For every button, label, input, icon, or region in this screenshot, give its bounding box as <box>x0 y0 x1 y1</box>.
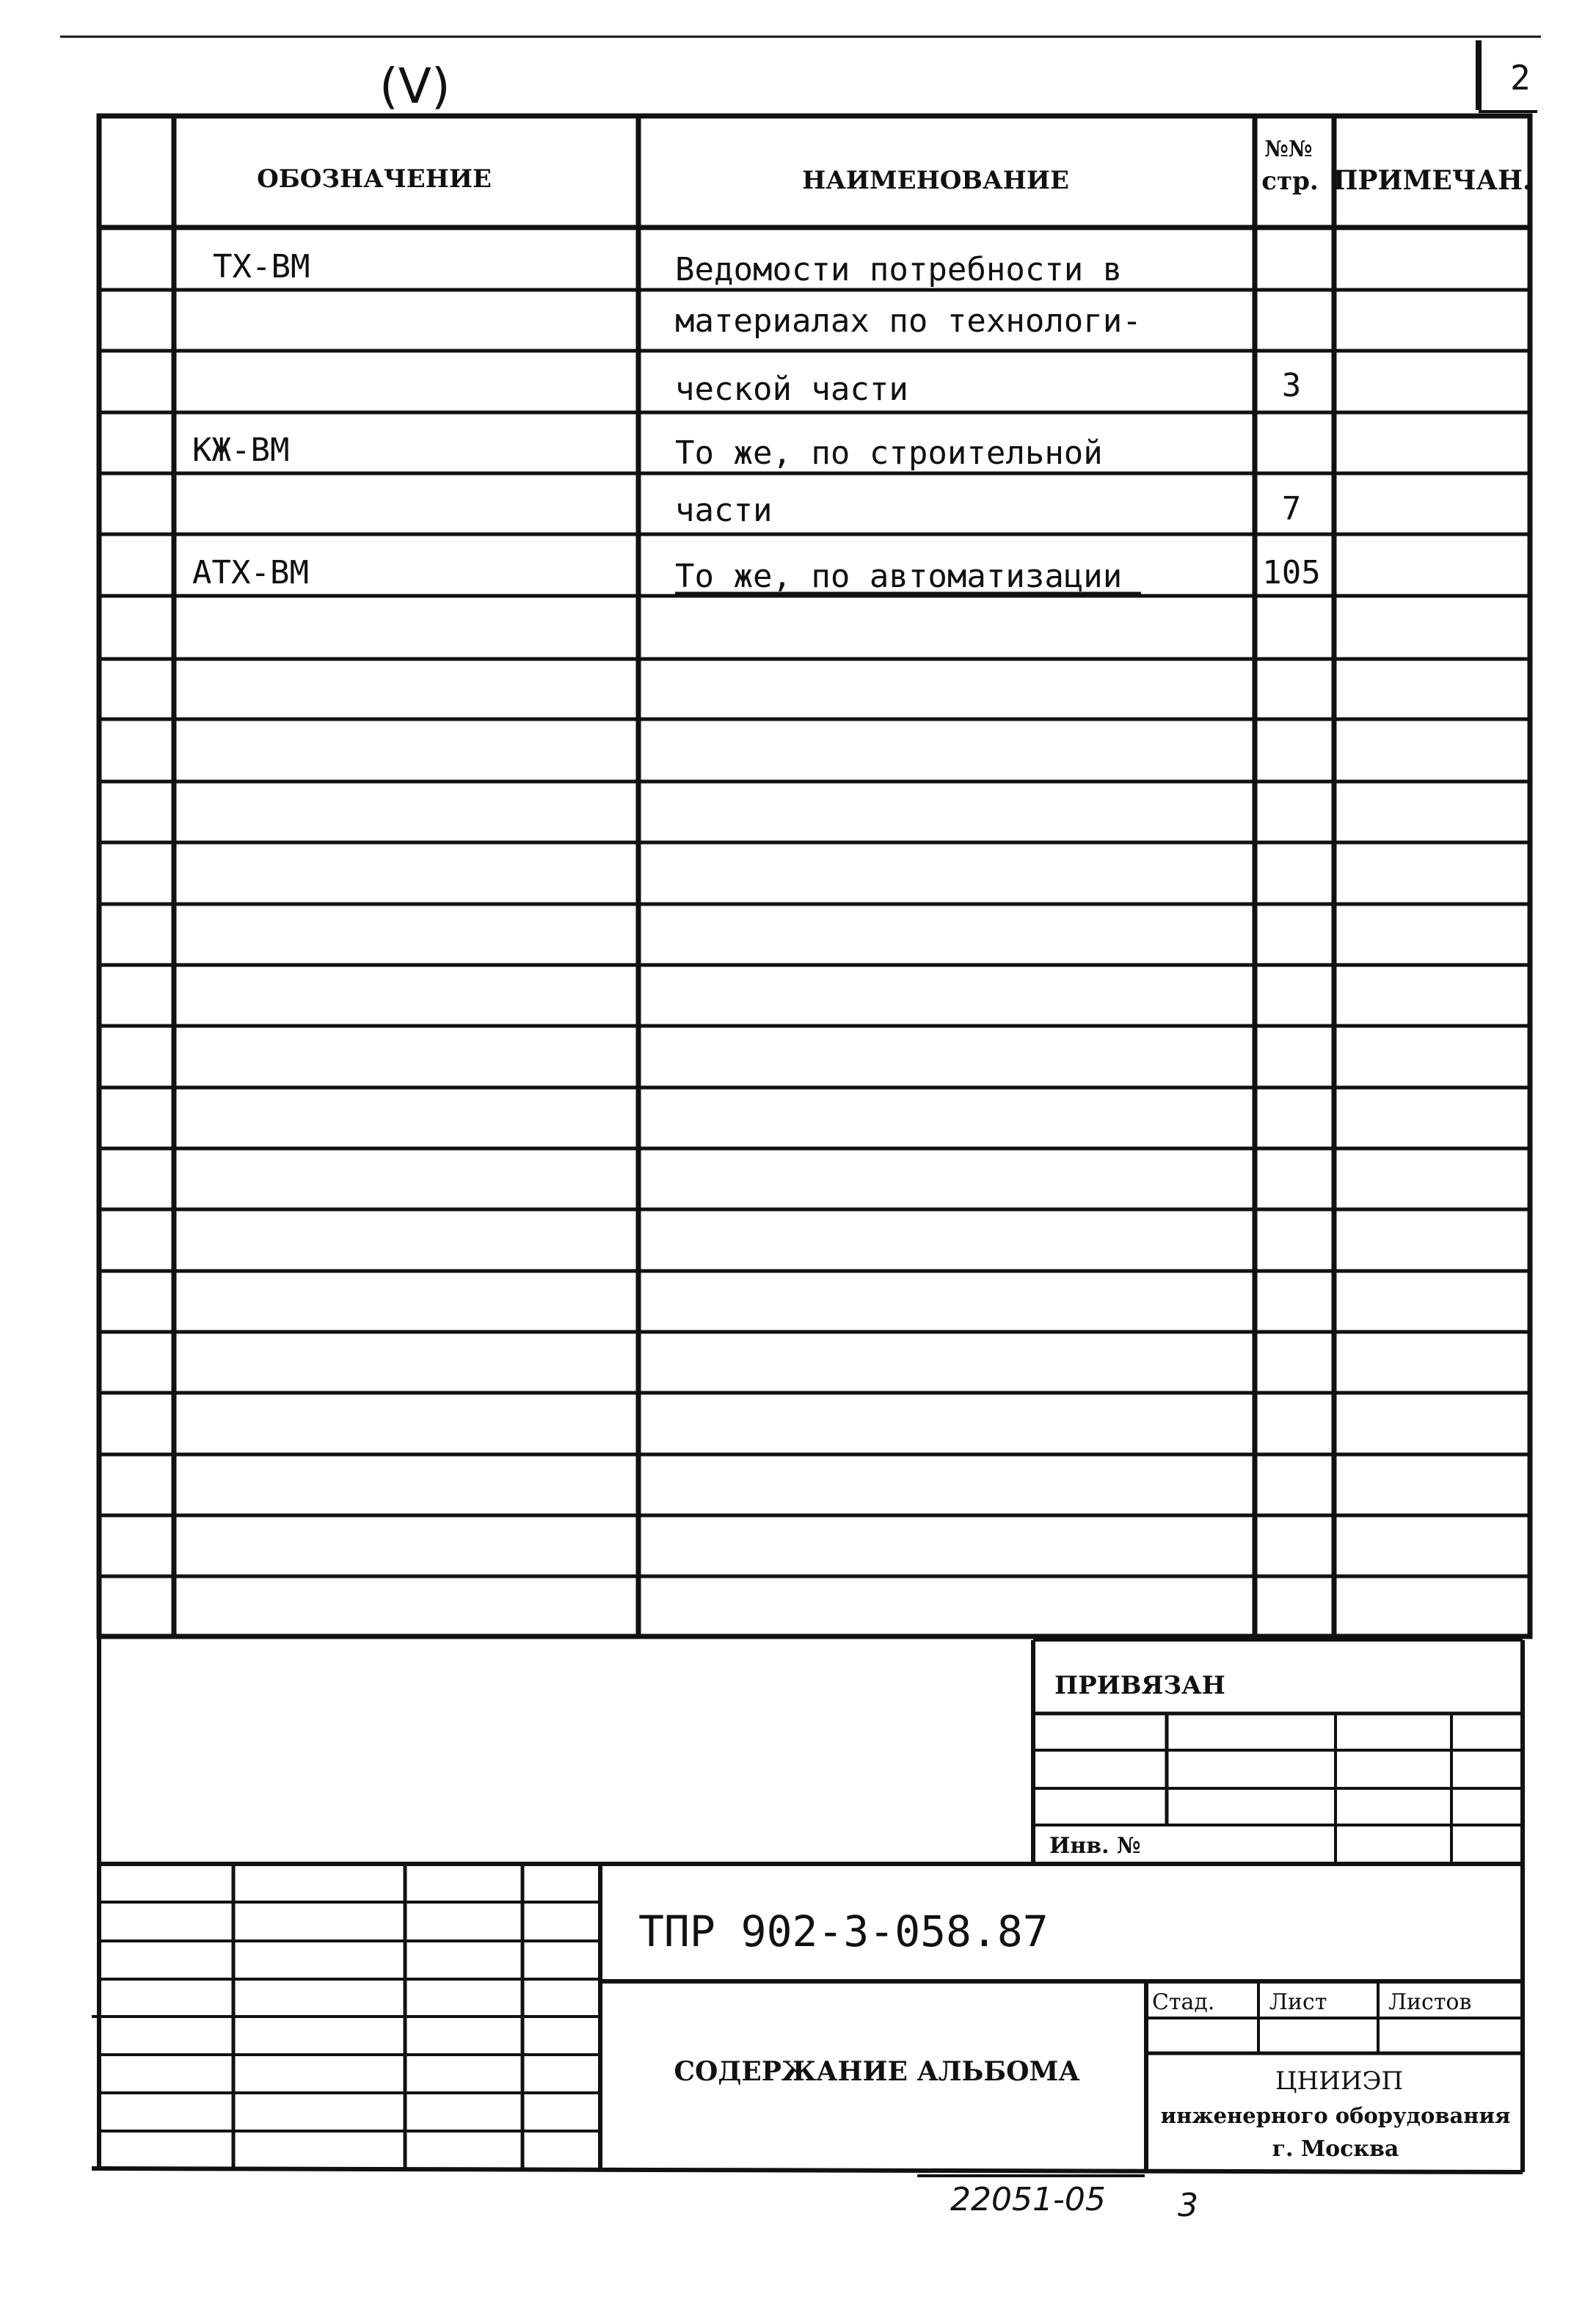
footer-sheet-number: 3 <box>1178 2187 1198 2224</box>
org-line2: инженерного оборудования <box>1160 2103 1511 2128</box>
row-5-name: части <box>675 492 773 529</box>
inv-label: Инв. № <box>1049 1833 1141 1859</box>
row-4-designation: КЖ-ВМ <box>192 431 290 469</box>
row-6-page: 105 <box>1262 554 1321 591</box>
top-frame <box>60 37 1541 112</box>
top-mark: (V) <box>379 58 451 114</box>
row-4-name: То же, по строительной <box>675 434 1103 472</box>
header-note: ПРИМЕЧАН. <box>1333 165 1532 196</box>
row-5-page: 7 <box>1281 490 1302 528</box>
row-3-page: 3 <box>1281 367 1302 404</box>
header-page-line2: стр. <box>1261 167 1319 196</box>
header-designation: ОБОЗНАЧЕНИЕ <box>257 164 492 194</box>
org-name: ЦНИИЭП <box>1275 2066 1404 2096</box>
sheet-label: Лист <box>1269 1989 1327 2015</box>
bound-label: ПРИВЯЗАН <box>1054 1671 1225 1700</box>
row-2-name: материалах по технологи- <box>675 302 1142 340</box>
row-3-name: ческой части <box>675 371 908 408</box>
table-rows <box>192 248 1321 595</box>
row-6-designation: АТХ-ВМ <box>192 554 309 591</box>
sheets-label: Листов <box>1388 1989 1472 2015</box>
doc-code: ТПР 902-3-058.87 <box>638 1906 1049 1956</box>
row-1-designation: ТХ-ВМ <box>213 248 310 285</box>
doc-title: СОДЕРЖАНИЕ АЛЬБОМА <box>674 2056 1080 2087</box>
row-1-name: Ведомости потребности в <box>675 251 1123 288</box>
org-city: г. Москва <box>1272 2136 1399 2162</box>
row-6-name: То же, по автоматизации <box>675 558 1123 595</box>
header-name: НАИМЕНОВАНИЕ <box>802 166 1069 195</box>
header-page-line1: №№ <box>1264 136 1313 162</box>
contents-table-grid <box>99 116 1530 1636</box>
page-number: 2 <box>1510 58 1531 98</box>
stage-label: Стад. <box>1152 1989 1215 2015</box>
archive-number: 22051-05 <box>950 2181 1106 2218</box>
